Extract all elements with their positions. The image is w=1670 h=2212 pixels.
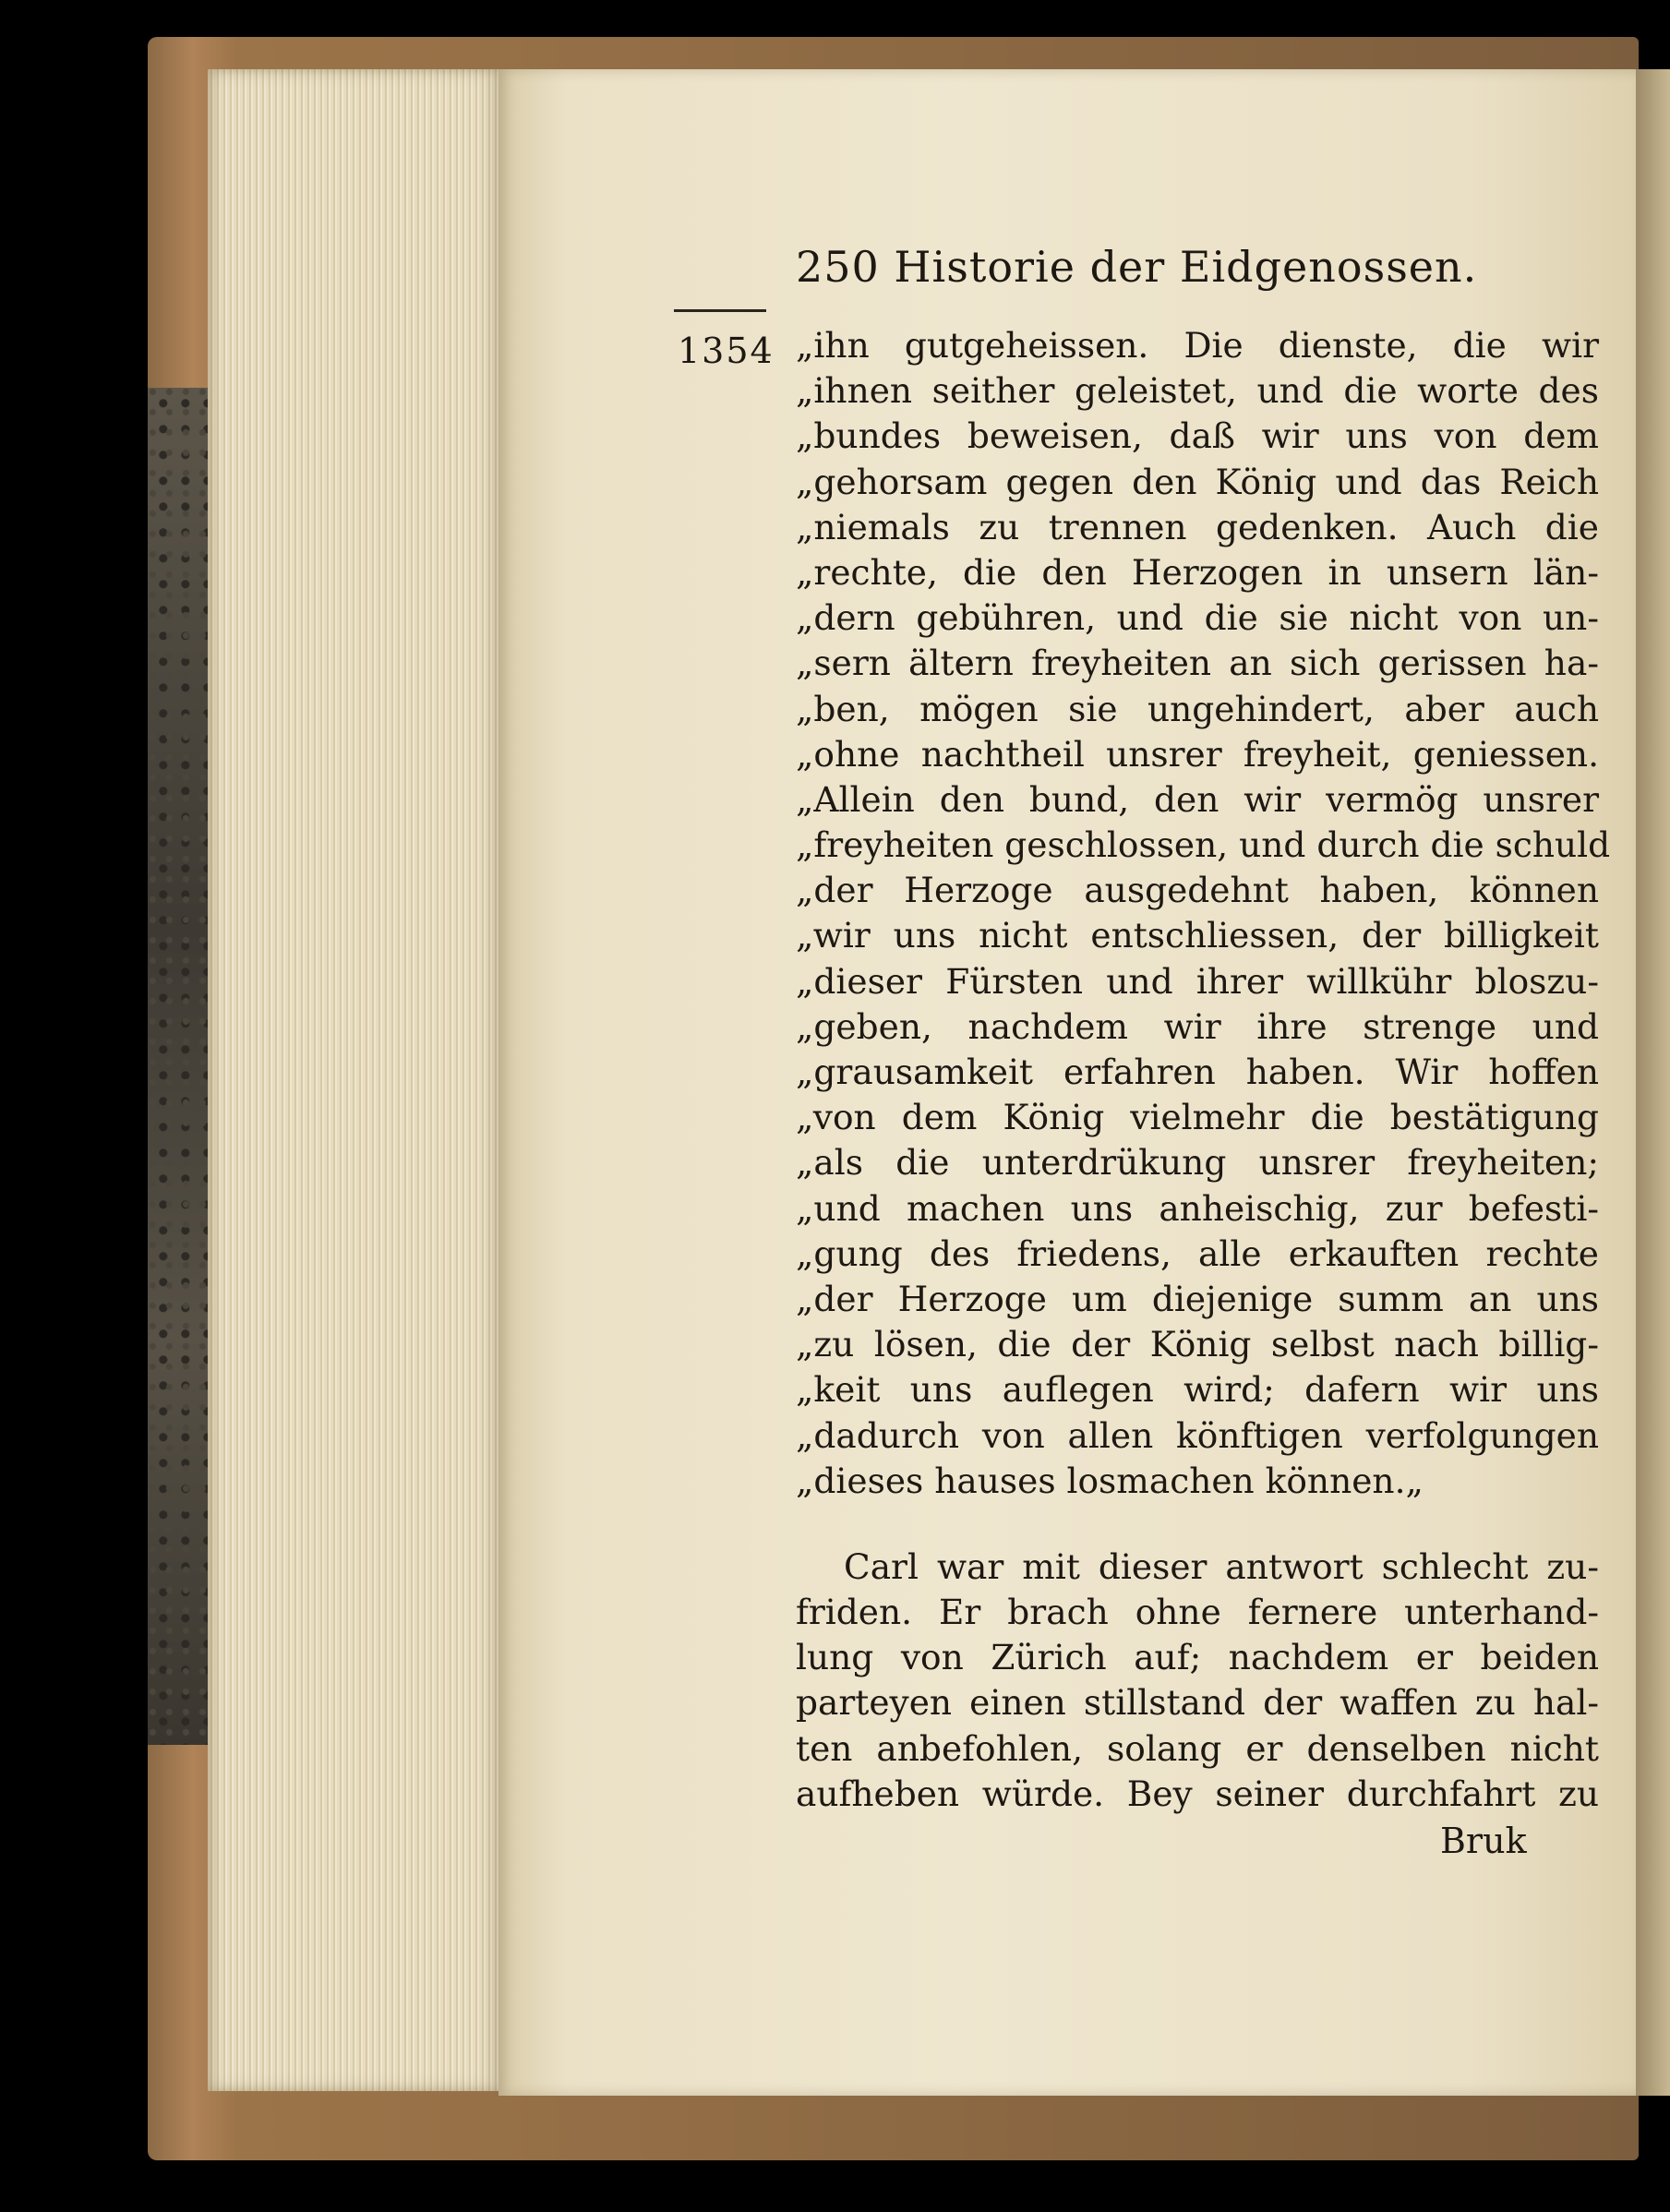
text-line: „wir uns nicht entschliessen, der billigkeit [796, 915, 1599, 956]
text-line: parteyen einen stillstand der waffen zu hal- [796, 1682, 1599, 1724]
running-head: 250 Historie der Eidgenossen. [796, 242, 1478, 292]
text-line: „keit uns auflegen wird; dafern wir uns [796, 1369, 1599, 1411]
text-line: „ihnen seither geleistet, und die worte des [796, 370, 1599, 412]
text-line: „dieser Fürsten und ihrer willkühr bloszu- [796, 960, 1599, 1002]
text-line: „gehorsam gegen den König und das Reich [796, 461, 1599, 502]
text-line: „ihn gutgeheissen. Die dienste, die wir [796, 325, 1599, 366]
text-line: „freyheiten geschlossen, und durch die schuld [796, 824, 1611, 866]
text-line: lung von Zürich auf; nachdem er beiden [796, 1637, 1599, 1678]
text-line: „gung des friedens, alle erkauften rechte [796, 1232, 1599, 1274]
next-page-edge [1636, 69, 1670, 2096]
text-line: „ben, mögen sie ungehindert, aber auch [796, 688, 1599, 729]
text-line: „der Herzoge ausgedehnt haben, können [796, 870, 1599, 911]
text-line: „dern gebühren, und die sie nicht von un- [796, 597, 1599, 639]
text-line: friden. Er brach ohne fernere unterhand- [796, 1592, 1599, 1633]
text-line: „der Herzoge um diejenige summ an uns [796, 1278, 1599, 1319]
text-line: „Allein den bund, den wir vermög unsrer [796, 778, 1599, 820]
text-line: „niemals zu trennen gedenken. Auch die [796, 506, 1599, 547]
margin-year: 1354 [678, 331, 775, 371]
text-line: ten anbefohlen, solang er denselben nicht [796, 1727, 1599, 1769]
text-line: „und machen uns anheischig, zur befesti- [796, 1187, 1599, 1229]
text-line: „ohne nachtheil unsrer freyheit, geniessen. [796, 733, 1599, 775]
text-line: „als die unterdrükung unsrer freyheiten; [796, 1142, 1599, 1184]
paragraph-gap [796, 1504, 1599, 1545]
catchword: Bruk [1440, 1821, 1527, 1861]
body-text [796, 323, 1611, 1817]
text-line: „von dem König vielmehr die bestätigung [796, 1097, 1599, 1138]
marbled-board [148, 388, 212, 1745]
text-line: aufheben würde. Bey seiner durchfahrt zu [796, 1773, 1599, 1814]
text-line: „dadurch von allen könftigen verfolgungen [796, 1414, 1599, 1456]
page-edges [208, 69, 503, 2091]
text-line: „bundes beweisen, daß wir uns von dem [796, 415, 1599, 457]
text-line: Carl war mit dieser antwort schlecht zu- [844, 1545, 1599, 1587]
text-line: „dieses hauses losmachen können.„ [796, 1460, 1424, 1501]
text-line: „rechte, die den Herzogen in unsern län- [796, 551, 1599, 593]
text-line: „sern ältern freyheiten an sich gerissen ha- [796, 643, 1599, 684]
text-line: „zu lösen, die der König selbst nach billig- [796, 1324, 1599, 1365]
text-line: „grausamkeit erfahren haben. Wir hoffen [796, 1052, 1599, 1092]
margin-rule [674, 309, 766, 312]
text-line: „geben, nachdem wir ihre strenge und [796, 1005, 1599, 1047]
